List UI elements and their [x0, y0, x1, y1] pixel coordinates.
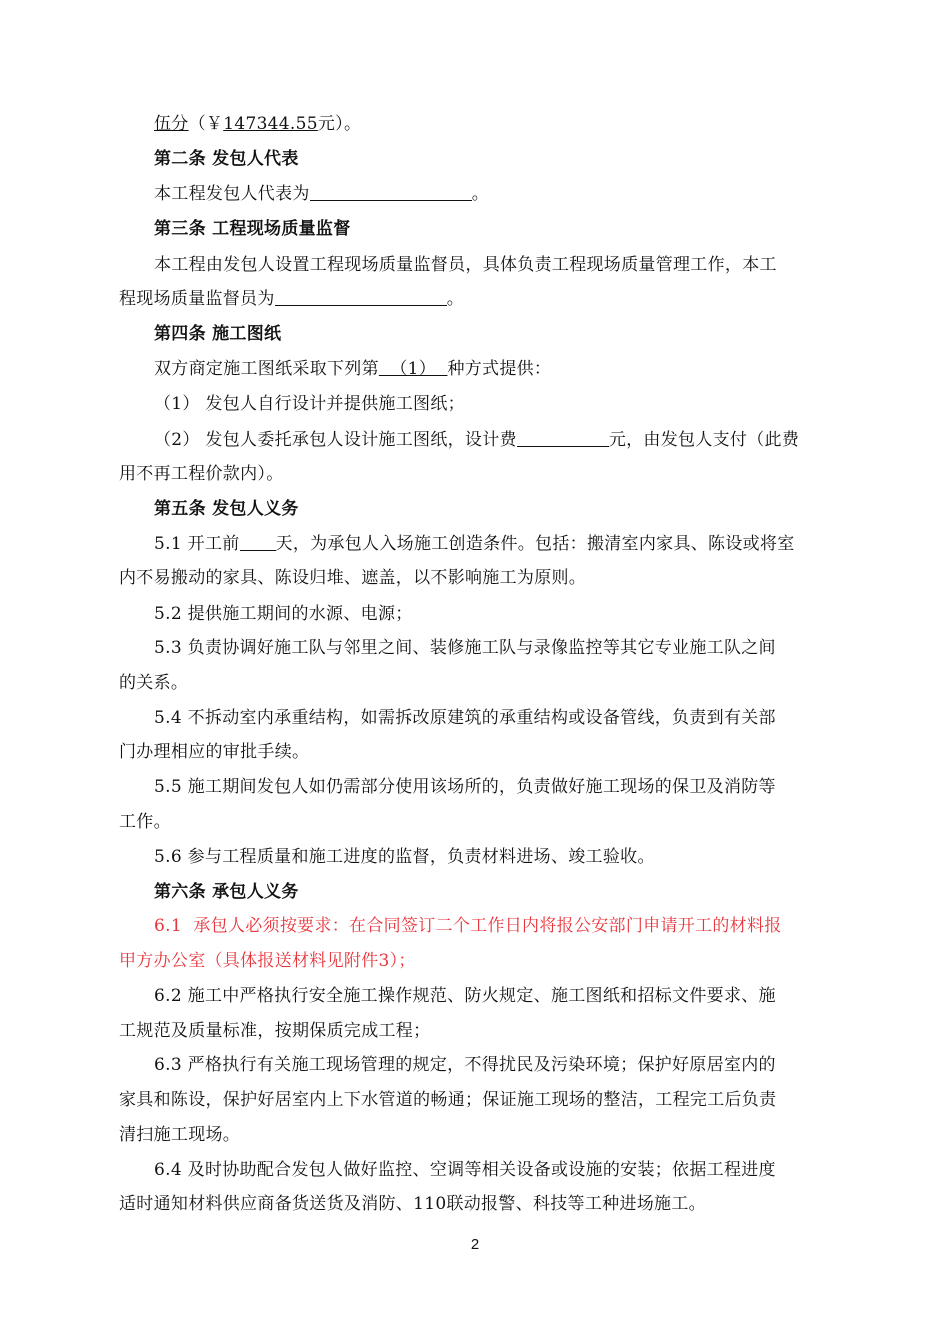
- option-1: （1） 发包人自行设计并提供施工图纸；: [154, 394, 465, 414]
- clause-6-2: 6.2 施工中严格执行安全施工操作规范、防火规定、施工图纸和招标文件要求、施: [154, 986, 776, 1006]
- article-3-heading: 第三条 工程现场质量监督: [154, 219, 351, 239]
- clause-5-6: 5.6 参与工程质量和施工进度的监督，负责材料进场、竣工验收。: [154, 847, 655, 867]
- amount-value: 147344.55: [223, 114, 318, 134]
- clause-5-5: 5.5 施工期间发包人如仍需部分使用该场所的，负责做好施工现场的保卫及消防等: [154, 777, 776, 797]
- amount-line: [154, 112, 361, 136]
- clause-6-1: [154, 914, 782, 938]
- days-blank: [240, 532, 276, 551]
- article-3-label: 程现场质量监督员为: [119, 289, 275, 309]
- clause-6-3-cont-1: 家具和陈设，保护好居室内上下水管道的畅通；保证施工现场的整洁，工程完工后负责: [119, 1090, 777, 1110]
- clause-6-4-cont: 适时通知材料供应商备货送货及消防、110联动报警、科技等工种进场施工。: [119, 1194, 706, 1214]
- supervisor-blank: [275, 287, 447, 306]
- clause-6-1-text: 承包人必须按要求：在合同签订二个工作日内将报公安部门申请开工的材料报: [193, 916, 782, 936]
- article-4-end: 种方式提供：: [447, 359, 552, 379]
- article-2-heading: 第二条 发包人代表: [154, 149, 299, 169]
- article-2-end: 。: [471, 184, 490, 204]
- article-6-heading: 第六条 承包人义务: [154, 882, 299, 902]
- clause-5-1: [154, 532, 795, 556]
- clause-5-4-cont: 门办理相应的审批手续。: [119, 742, 310, 762]
- clause-5-5-cont: 工作。: [119, 812, 171, 832]
- option-2-cont: 用不再工程价款内）。: [119, 464, 284, 484]
- page-number: 2: [470, 1236, 480, 1253]
- article-2-label: 本工程发包人代表为: [154, 184, 310, 204]
- article-5-heading: 第五条 发包人义务: [154, 499, 299, 519]
- clause-5-1-label: 5.1 开工前: [154, 534, 240, 554]
- option-2-label: （2） 发包人委托承包人设计施工图纸，设计费: [154, 430, 517, 450]
- article-3-end: 。: [446, 289, 465, 309]
- article-4-label: 双方商定施工图纸采取下列第: [154, 359, 379, 379]
- clause-5-3: 5.3 负责协调好施工队与邻里之间、装修施工队与录像监控等其它专业施工队之间: [154, 638, 776, 658]
- clause-6-1-label: 6.1: [154, 916, 194, 936]
- clause-6-2-cont: 工规范及质量标准，按期保质完成工程；: [119, 1021, 431, 1041]
- option-2-end: 元，由发包人支付（此费: [608, 430, 800, 450]
- article-4-text: [154, 357, 551, 381]
- clause-6-3-cont-2: 清扫施工现场。: [119, 1125, 241, 1145]
- representative-blank: [310, 182, 472, 201]
- amount-unit: 元）。: [317, 114, 362, 134]
- amount-text: 伍分: [154, 114, 189, 134]
- clause-5-3-cont: 的关系。: [119, 673, 189, 693]
- article-4-heading: 第四条 施工图纸: [154, 324, 282, 344]
- article-3-text-2: [119, 287, 464, 311]
- clause-5-1-cont: 内不易搬动的家具、陈设归堆、遮盖，以不影响施工为原则。: [119, 568, 587, 588]
- clause-5-2: 5.2 提供施工期间的水源、电源；: [154, 604, 413, 624]
- option-2: [154, 428, 799, 452]
- clause-6-3: 6.3 严格执行有关施工现场管理的规定，不得扰民及污染环境；保护好原居室内的: [154, 1055, 776, 1075]
- clause-6-4: 6.4 及时协助配合发包人做好监控、空调等相关设备或设施的安装；依据工程进度: [154, 1160, 776, 1180]
- design-fee-blank: [517, 428, 609, 447]
- article-2-text: [154, 182, 489, 206]
- article-3-text-1: 本工程由发包人设置工程现场质量监督员，具体负责工程现场质量管理工作，本工: [154, 255, 777, 275]
- clause-5-1-text: 天，为承包人入场施工创造条件。包括：搬清室内家具、陈设或将室: [275, 534, 795, 554]
- clause-5-4: 5.4 不拆动室内承重结构，如需拆改原建筑的承重结构或设备管线，负责到有关部: [154, 708, 776, 728]
- amount-paren: （￥: [188, 114, 224, 134]
- option-choice: （1）: [378, 359, 448, 379]
- clause-6-1-cont: 甲方办公室（具体报送材料见附件3）；: [119, 951, 416, 971]
